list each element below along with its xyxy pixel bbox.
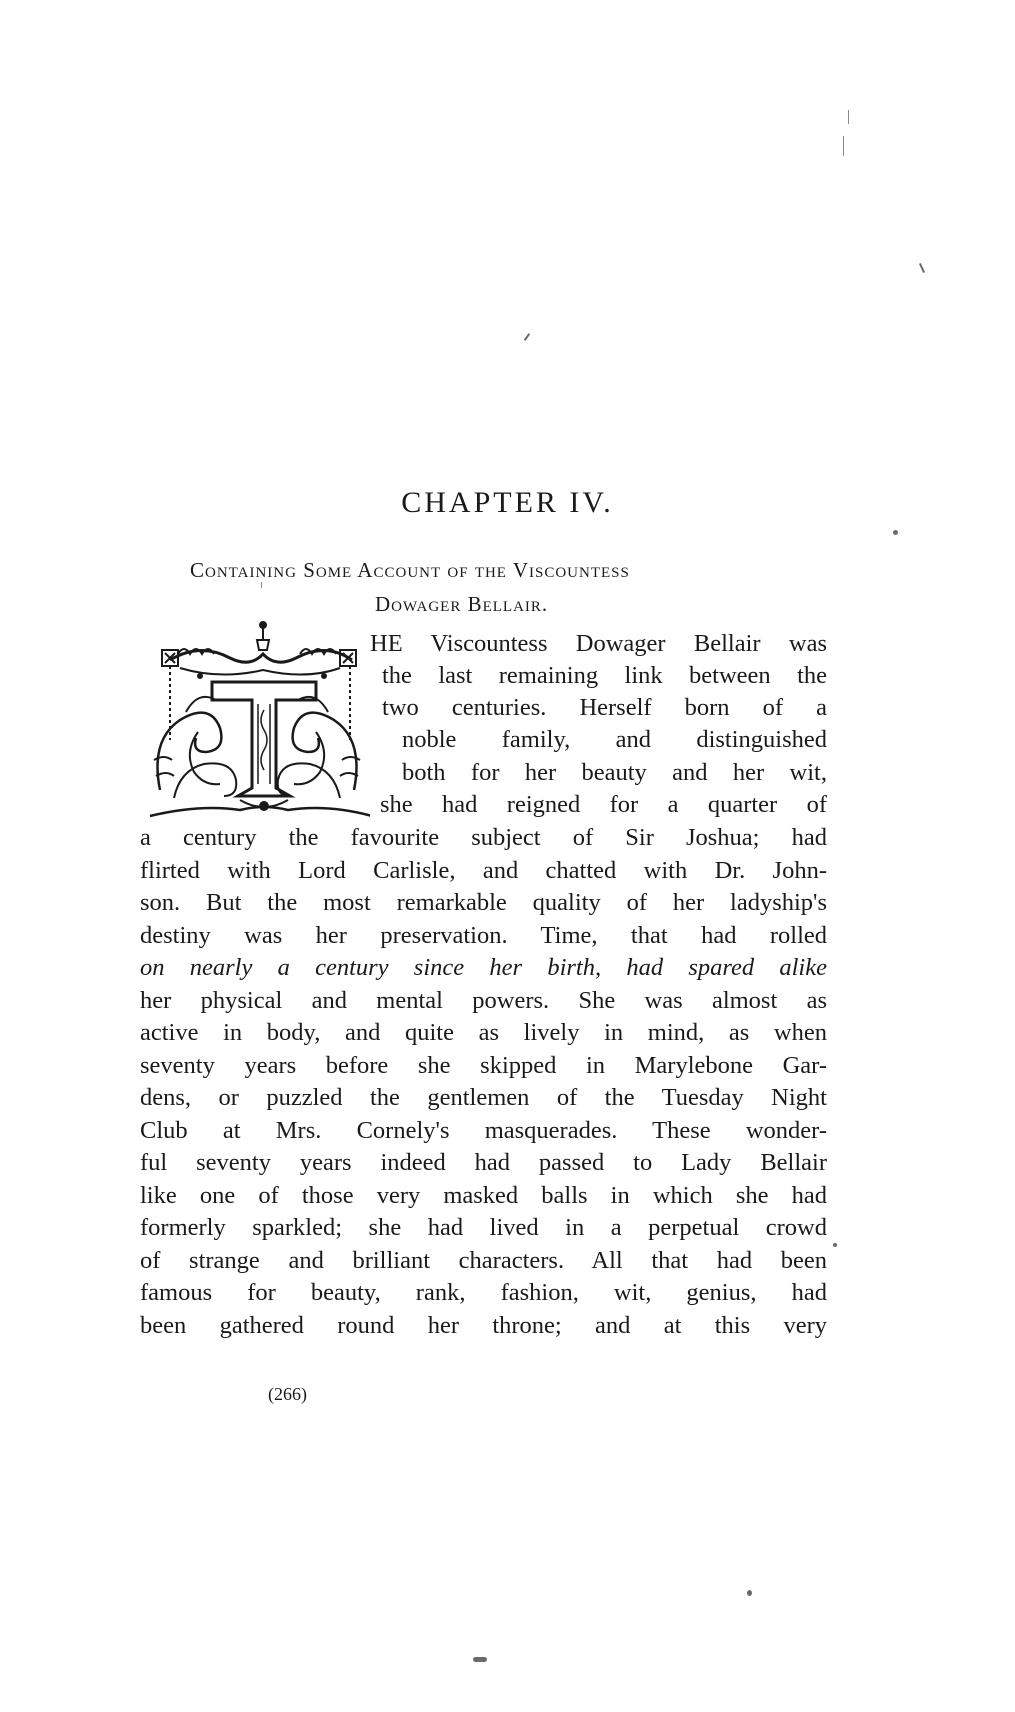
scan-speck (919, 263, 925, 273)
body-line: dens, or puzzled the gentlemen of the Tuesday Night (140, 1084, 827, 1111)
body-line: her physical and mental powers. She was almost as (140, 987, 827, 1014)
body-line: the last remaining link between the (382, 662, 827, 689)
body-line: been gathered round her throne; and at this very (140, 1312, 827, 1339)
scan-speck (524, 333, 530, 341)
chapter-subtitle (190, 553, 830, 621)
scan-speck (833, 1243, 837, 1247)
subtitle-line-2: Dowager Bellair. (375, 592, 549, 616)
body-line: HE Viscountess Dowager Bellair was (370, 630, 827, 657)
body-line: flirted with Lord Carlisle, and chatted with Dr. John- (140, 857, 827, 884)
body-line: like one of those very masked balls in which she had (140, 1182, 827, 1209)
chapter-heading: CHAPTER IV. (401, 486, 614, 519)
body-line: seventy years before she skipped in Marylebone Gar- (140, 1052, 827, 1079)
scan-speck (473, 1657, 487, 1662)
body-line: both for her beauty and her wit, (402, 759, 827, 786)
body-line: son. But the most remarkable quality of her ladyship's (140, 889, 827, 916)
scan-speck (893, 530, 898, 535)
scan-speck (843, 136, 844, 156)
body-line: famous for beauty, rank, fashion, wit, genius, had (140, 1279, 827, 1306)
ornamental-drop-cap-icon (140, 620, 370, 820)
body-line: of strange and brilliant characters. All that had been (140, 1247, 827, 1274)
body-line: a century the favourite subject of Sir Joshua; had (140, 824, 827, 851)
body-line: two centuries. Herself born of a (382, 694, 827, 721)
body-line: formerly sparkled; she had lived in a perpetual crowd (140, 1214, 827, 1241)
body-line: on nearly a century since her birth, had spared alike (140, 954, 827, 981)
body-line: noble family, and distinguished (402, 726, 827, 753)
body-line: active in body, and quite as lively in mind, as when (140, 1019, 827, 1046)
scan-speck (747, 1590, 752, 1596)
body-line: Club at Mrs. Cornely's masquerades. These wonder- (140, 1117, 827, 1144)
body-line: she had reigned for a quarter of (380, 791, 827, 818)
scan-speck (848, 110, 849, 124)
subtitle-line-1: Containing Some Account of the Viscountess (190, 558, 630, 582)
body-line: destiny was her preservation. Time, that had rolled (140, 922, 827, 949)
body-line: ful seventy years indeed had passed to Lady Bellair (140, 1149, 827, 1176)
page-number: (266) (268, 1384, 307, 1404)
